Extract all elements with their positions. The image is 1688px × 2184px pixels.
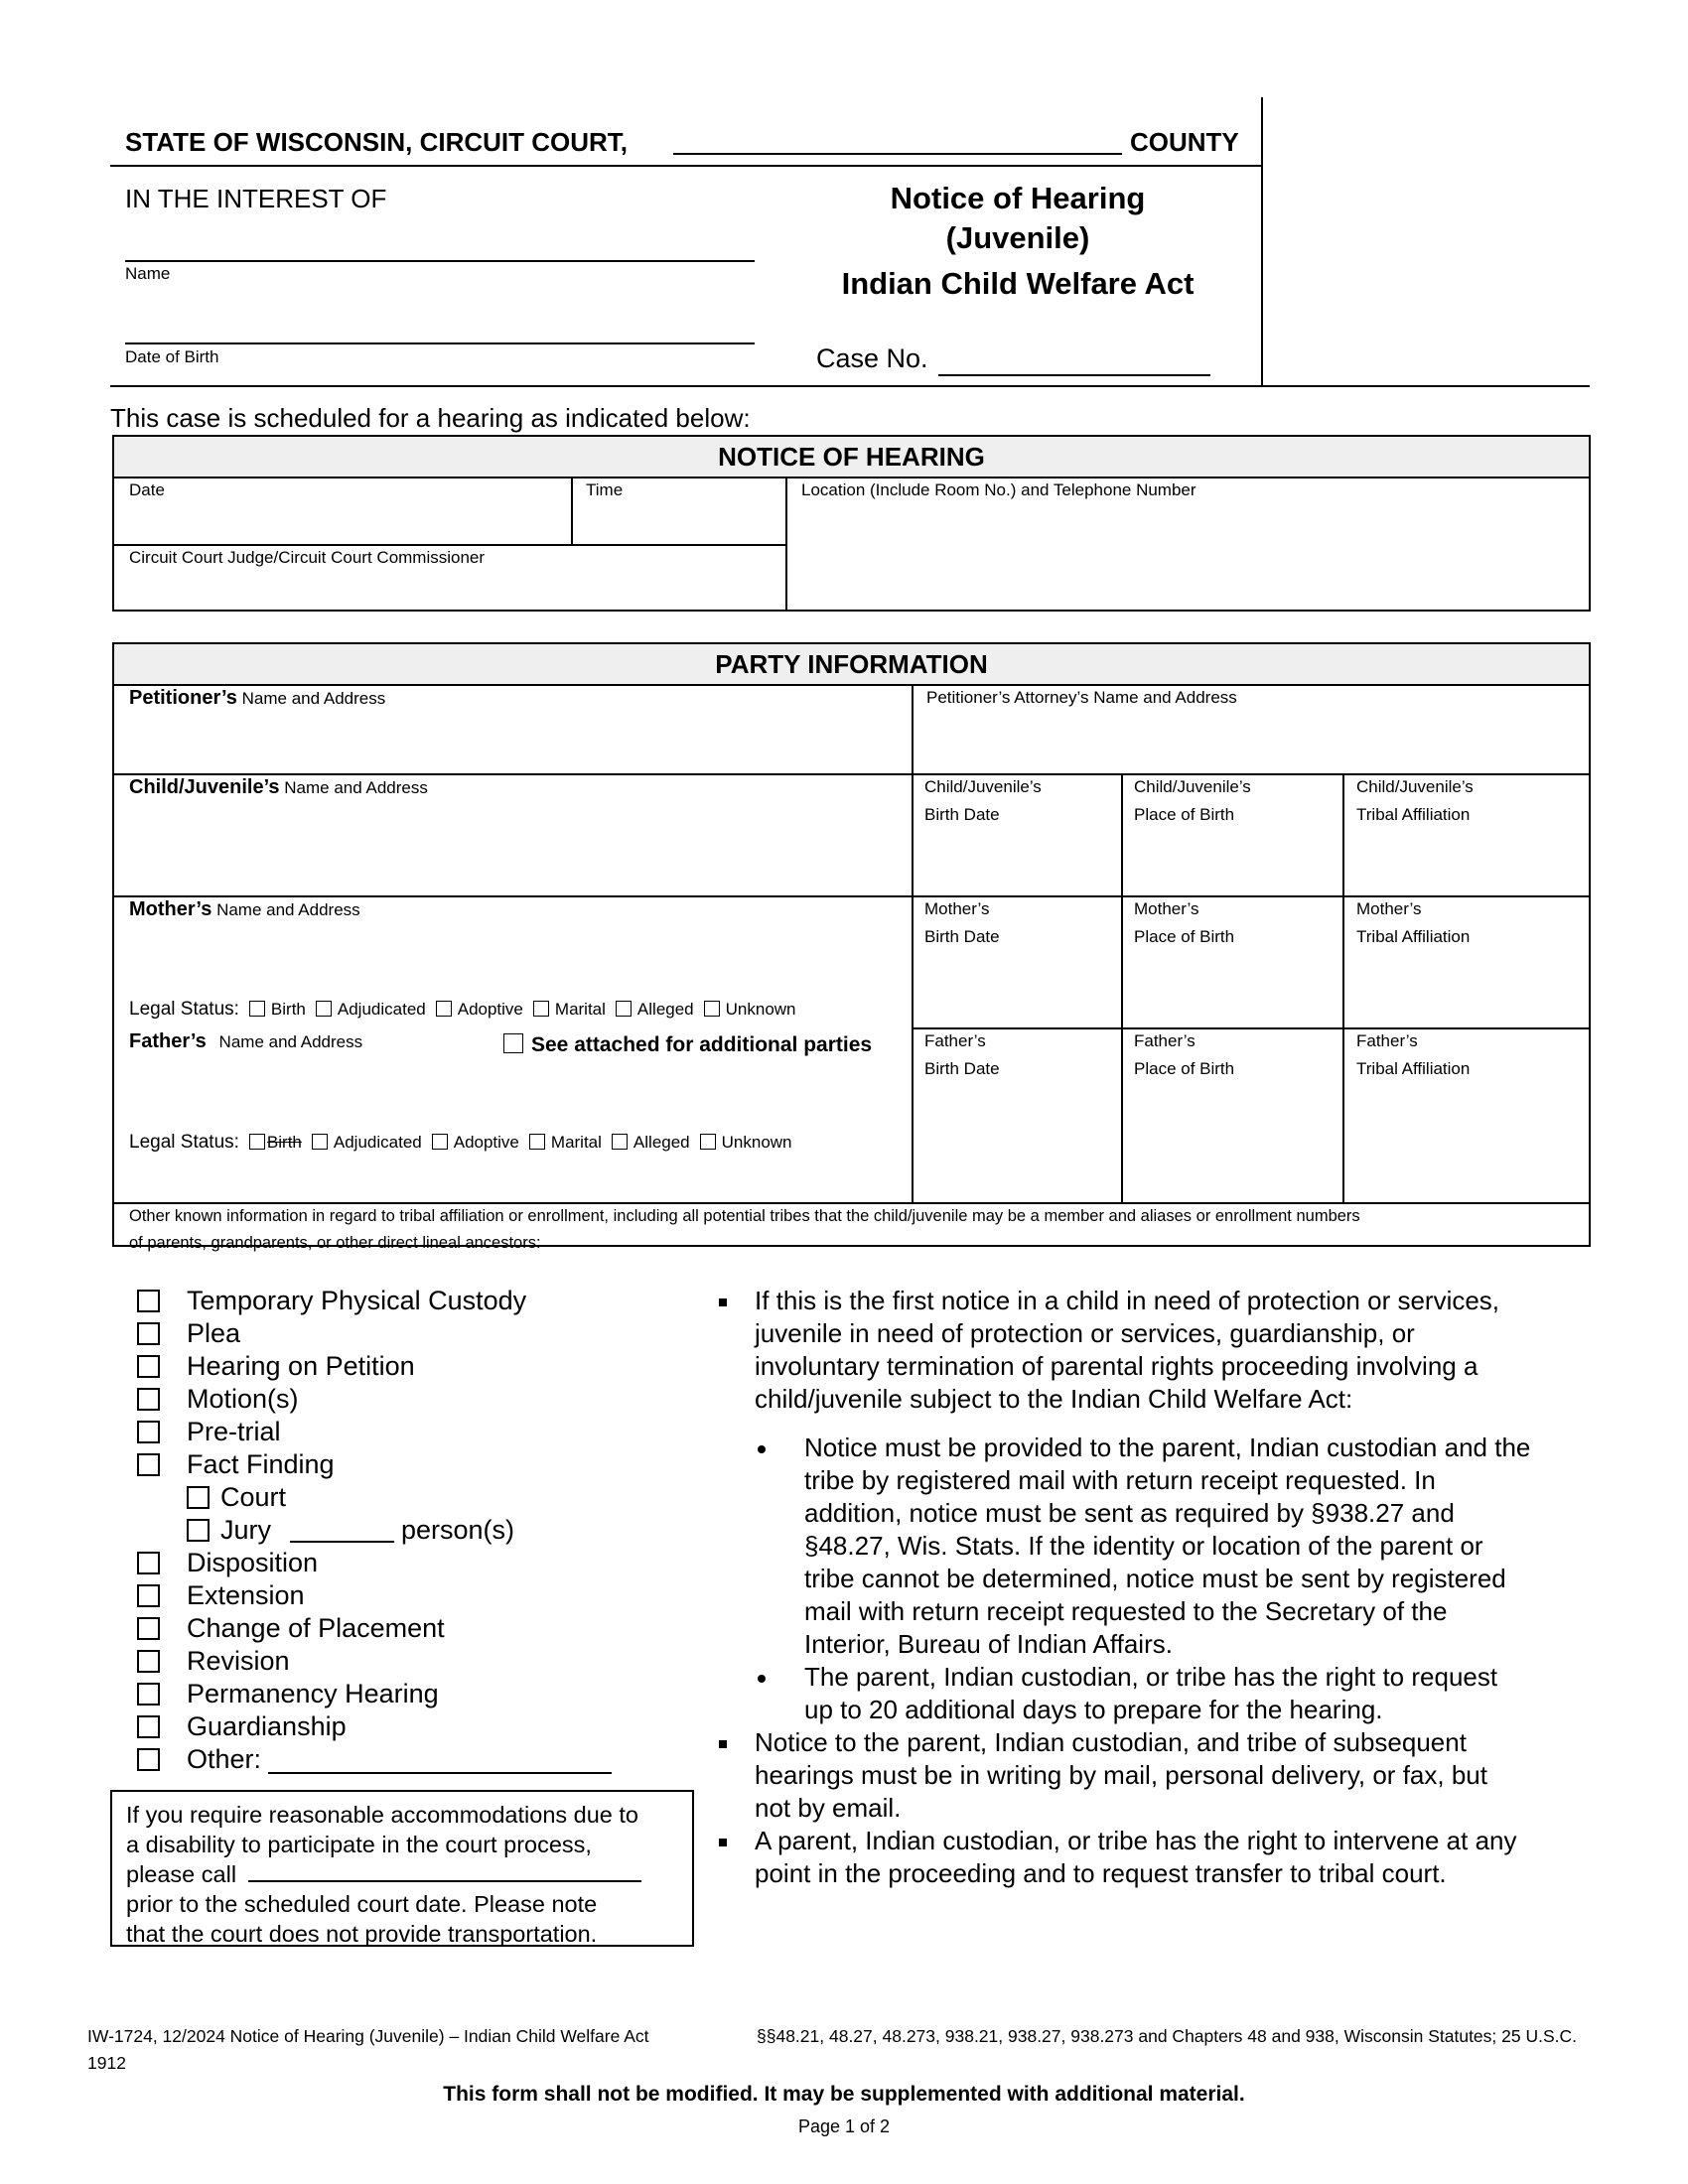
footer-statutes: §§48.21, 48.27, 48.273, 938.21, 938.27, 938.273 and Chapters 48 and 938, Wisconsin Statutes; 25 U.S.C. [757, 2026, 1578, 2046]
instruction-subsequent-hearings [755, 1726, 1487, 1825]
bullet-square-icon [719, 1839, 727, 1846]
petitioner-rest: Name and Address [241, 689, 386, 708]
bullet-dot-icon [758, 1445, 766, 1453]
header-bottom-rule [110, 385, 1590, 387]
child-bold: Child/Juvenile’s [129, 776, 280, 798]
father-status-birth: Birth [266, 1133, 302, 1152]
father-tribal-l2: Tribal Affiliation [1356, 1059, 1471, 1078]
accommodations-line5: that the court does not provide transportation. [126, 1921, 598, 1947]
mother-field[interactable] [129, 895, 360, 924]
checkbox[interactable] [137, 1617, 160, 1640]
hearing-type-label: Fact Finding [187, 1449, 335, 1479]
child-rest: Name and Address [284, 778, 428, 797]
checkbox[interactable] [137, 1421, 160, 1443]
s1-line: tribe by registered mail with return receipt requested. In [804, 1465, 1436, 1495]
checkbox[interactable] [137, 1683, 160, 1706]
date-field[interactable]: Date [129, 480, 165, 499]
hearing-type-label: Guardianship [187, 1711, 347, 1741]
mother-status-alleged-checkbox[interactable] [616, 1001, 632, 1017]
hearing-type-label: Hearing on Petition [187, 1351, 415, 1381]
father-status-marital-checkbox[interactable] [529, 1134, 545, 1150]
name-field[interactable] [125, 260, 755, 262]
father-status-adjudicated-checkbox[interactable] [312, 1134, 328, 1150]
mother-status-adoptive-checkbox[interactable] [436, 1001, 452, 1017]
checkbox[interactable] [137, 1290, 160, 1312]
mother-tribal-l1: Mother’s [1356, 899, 1422, 918]
bullet-square-icon [719, 1298, 727, 1306]
court-label: Court [220, 1482, 287, 1512]
father-legal-status-label: Legal Status: [129, 1132, 239, 1153]
child-pob-l2: Place of Birth [1134, 805, 1235, 824]
accommodations-line3: please call [126, 1861, 237, 1887]
child-field[interactable] [129, 773, 428, 802]
hearing-type-label: Revision [187, 1646, 290, 1676]
accommodations-line1: If you require reasonable accommodations due to [126, 1802, 639, 1828]
b2-line: not by email. [755, 1793, 902, 1823]
father-status-adoptive: Adoptive [453, 1133, 519, 1152]
mother-tribal-field[interactable] [1356, 895, 1470, 951]
other-hearing-field[interactable] [268, 1772, 612, 1774]
mother-status-unknown-checkbox[interactable] [704, 1001, 720, 1017]
hearing-type-label: Change of Placement [187, 1613, 445, 1643]
mother-rest: Name and Address [216, 900, 360, 919]
county-name-field[interactable] [673, 153, 1122, 155]
father-field[interactable] [129, 1027, 362, 1056]
s1-line: mail with return receipt requested to the Secretary of the [804, 1596, 1448, 1626]
father-status-birth-checkbox[interactable] [249, 1134, 265, 1150]
name-label: Name [125, 264, 171, 283]
time-field[interactable]: Time [586, 480, 624, 499]
b2-line: hearings must be in writing by mail, personal delivery, or fax, but [755, 1760, 1487, 1790]
bullet-dot-icon [758, 1675, 766, 1683]
checkbox[interactable] [187, 1486, 210, 1509]
mother-bold: Mother’s [129, 898, 212, 920]
child-birth-date-l2: Birth Date [924, 805, 1000, 824]
father-status-alleged-checkbox[interactable] [612, 1134, 628, 1150]
hearing-type-label: Pre-trial [187, 1417, 281, 1446]
b3-line: A parent, Indian custodian, or tribe has the right to intervene at any [755, 1826, 1517, 1855]
header-vertical-rule [1261, 97, 1263, 385]
mother-status-marital-checkbox[interactable] [533, 1001, 549, 1017]
father-place-of-birth-field[interactable] [1134, 1027, 1234, 1083]
checkbox[interactable] [137, 1453, 160, 1476]
father-birth-date-field[interactable] [924, 1027, 1000, 1083]
mother-status-marital: Marital [554, 1000, 606, 1019]
hearing-type-label: Motion(s) [187, 1384, 299, 1414]
other-info-line2: of parents, grandparents, or other direct lineal ancestors: [129, 1234, 541, 1252]
mother-legal-status-label: Legal Status: [129, 999, 239, 1020]
notice-of-hearing-box [112, 435, 1591, 612]
child-birth-date-field[interactable] [924, 773, 1042, 829]
title-line-2: (Juvenile) [945, 220, 1090, 255]
accommodations-line2: a disability to participate in the court process, [126, 1832, 592, 1857]
notice-of-hearing-heading: NOTICE OF HEARING [114, 437, 1589, 478]
party-information-box [112, 642, 1591, 1252]
s1-line: addition, notice must be sent as required by §938.27 and [804, 1498, 1455, 1528]
instruction-right-to-intervene [755, 1825, 1516, 1890]
father-status-unknown: Unknown [721, 1133, 792, 1152]
title-line-1: Notice of Hearing [890, 181, 1146, 215]
instruction-first-notice [755, 1285, 1499, 1416]
father-status-alleged: Alleged [633, 1133, 690, 1152]
father-pob-l2: Place of Birth [1134, 1059, 1235, 1078]
see-attached-label: See attached for additional parties [531, 1033, 873, 1056]
father-bold: Father’s [129, 1030, 207, 1052]
s1-line: tribe cannot be determined, notice must be sent by registered [804, 1564, 1506, 1593]
child-tribal-l2: Tribal Affiliation [1356, 805, 1471, 824]
form-title [794, 179, 1241, 304]
mother-birth-date-field[interactable] [924, 895, 1000, 951]
accommodations-box [110, 1790, 694, 1947]
accommodations-line4: prior to the scheduled court date. Please note [126, 1891, 598, 1917]
bullet-square-icon [719, 1740, 727, 1748]
instruction-notice-registered-mail [804, 1432, 1530, 1661]
child-pob-l1: Child/Juvenile’s [1134, 777, 1251, 796]
location-field[interactable]: Location (Include Room No.) and Telephone Number [801, 480, 1196, 499]
mother-status-alleged: Alleged [636, 1000, 694, 1019]
petitioner-attorney-field[interactable]: Petitioner’s Attorney’s Name and Address [926, 688, 1237, 707]
hearing-type-label: Plea [187, 1318, 241, 1348]
father-status-adoptive-checkbox[interactable] [432, 1134, 448, 1150]
intro-text: This case is scheduled for a hearing as indicated below: [110, 403, 751, 433]
jury-label: Jury [220, 1515, 272, 1545]
s2-line: up to 20 additional days to prepare for the hearing. [804, 1695, 1383, 1724]
checkbox[interactable] [137, 1650, 160, 1673]
footer-statutes-cont: 1912 [87, 2053, 126, 2073]
mother-pob-l2: Place of Birth [1134, 927, 1235, 946]
checkbox[interactable] [137, 1355, 160, 1378]
mother-legal-status [129, 996, 796, 1024]
b1-line: involuntary termination of parental rights proceeding involving a [755, 1351, 1478, 1381]
see-attached-option[interactable] [503, 1033, 872, 1057]
checkbox[interactable] [137, 1388, 160, 1411]
b1-line: juvenile in need of protection or services, guardianship, or [755, 1318, 1415, 1348]
b3-line: point in the proceeding and to request transfer to tribal court. [755, 1858, 1447, 1888]
judge-field[interactable]: Circuit Court Judge/Circuit Court Commissioner [129, 548, 486, 567]
s1-line: Interior, Bureau of Indian Affairs. [804, 1629, 1173, 1659]
child-birth-date-l1: Child/Juvenile’s [924, 777, 1042, 796]
footer-form-id: IW-1724, 12/2024 Notice of Hearing (Juvenile) – Indian Child Welfare Act [87, 2026, 649, 2046]
county-label: COUNTY [1130, 127, 1239, 157]
party-information-heading: PARTY INFORMATION [114, 644, 1589, 686]
hearing-type-label: Permanency Hearing [187, 1679, 439, 1708]
father-tribal-field[interactable] [1356, 1027, 1470, 1083]
s1-line: §48.27, Wis. Stats. If the identity or location of the parent or [804, 1531, 1483, 1561]
other-info-line1: Other known information in regard to tribal affiliation or enrollment, including all potential tribes that the child/juvenile may be a member and aliases or enrollment numbers [129, 1207, 1360, 1225]
accommodations-phone-field[interactable] [248, 1880, 641, 1882]
checkbox[interactable] [137, 1322, 160, 1345]
mother-status-adoptive: Adoptive [457, 1000, 523, 1019]
checkbox[interactable] [137, 1715, 160, 1738]
mother-birth-date-l1: Mother’s [924, 899, 990, 918]
other-info-field[interactable] [129, 1203, 1360, 1257]
father-status-adjudicated: Adjudicated [333, 1133, 422, 1152]
mother-status-birth-checkbox[interactable] [249, 1001, 265, 1017]
checkbox[interactable] [137, 1748, 160, 1771]
dob-label: Date of Birth [125, 347, 219, 366]
b1-line: If this is the first notice in a child in need of protection or services, [755, 1286, 1500, 1315]
hearing-type-label: Disposition [187, 1548, 319, 1577]
page-number: Page 1 of 2 [797, 2116, 891, 2136]
hearing-type-label: Other: [187, 1744, 262, 1774]
mother-status-birth: Birth [270, 1000, 306, 1019]
hearing-type-label: Extension [187, 1580, 305, 1610]
court-prefix: STATE OF WISCONSIN, CIRCUIT COURT, [125, 127, 629, 157]
case-no-field[interactable] [938, 374, 1210, 376]
mother-pob-l1: Mother’s [1134, 899, 1199, 918]
mother-birth-date-l2: Birth Date [924, 927, 1000, 946]
father-status-unknown-checkbox[interactable] [700, 1134, 716, 1150]
father-birth-date-l1: Father’s [924, 1031, 986, 1050]
title-line-3: Indian Child Welfare Act [841, 266, 1195, 301]
checkbox[interactable] [187, 1519, 210, 1542]
child-tribal-field[interactable] [1356, 773, 1474, 829]
b1-line: child/juvenile subject to the Indian Child Welfare Act: [755, 1384, 1353, 1414]
interest-of-label: IN THE INTEREST OF [125, 184, 387, 213]
mother-place-of-birth-field[interactable] [1134, 895, 1234, 951]
father-legal-status [129, 1129, 792, 1157]
child-place-of-birth-field[interactable] [1134, 773, 1251, 829]
see-attached-checkbox[interactable] [503, 1033, 523, 1053]
child-tribal-l1: Child/Juvenile’s [1356, 777, 1474, 796]
father-birth-date-l2: Birth Date [924, 1059, 1000, 1078]
jury-persons-field[interactable] [290, 1541, 394, 1543]
footer-notice: This form shall not be modified. It may be supplemented with additional material. [443, 2083, 1245, 2106]
s2-line: The parent, Indian custodian, or tribe has the right to request [804, 1662, 1498, 1692]
mother-status-unknown: Unknown [725, 1000, 796, 1019]
father-tribal-l1: Father’s [1356, 1031, 1418, 1050]
petitioner-bold: Petitioner’s [129, 687, 237, 709]
father-status-marital: Marital [550, 1133, 602, 1152]
petitioner-field[interactable] [129, 684, 385, 713]
mother-tribal-l2: Tribal Affiliation [1356, 927, 1471, 946]
mother-status-adjudicated-checkbox[interactable] [316, 1001, 332, 1017]
instruction-additional-days [804, 1661, 1497, 1726]
s1-line: Notice must be provided to the parent, Indian custodian and the [804, 1433, 1531, 1462]
case-no-label: Case No. [816, 343, 928, 373]
father-rest: Name and Address [218, 1032, 363, 1051]
checkbox[interactable] [137, 1584, 160, 1607]
father-pob-l1: Father’s [1134, 1031, 1196, 1050]
mother-status-adjudicated: Adjudicated [337, 1000, 426, 1019]
header-rule [110, 165, 1262, 167]
hearing-type-label: Temporary Physical Custody [187, 1286, 527, 1315]
checkbox[interactable] [137, 1552, 160, 1574]
b2-line: Notice to the parent, Indian custodian, and tribe of subsequent [755, 1727, 1467, 1757]
dob-field[interactable] [125, 342, 755, 344]
jury-persons-label: person(s) [401, 1515, 515, 1545]
